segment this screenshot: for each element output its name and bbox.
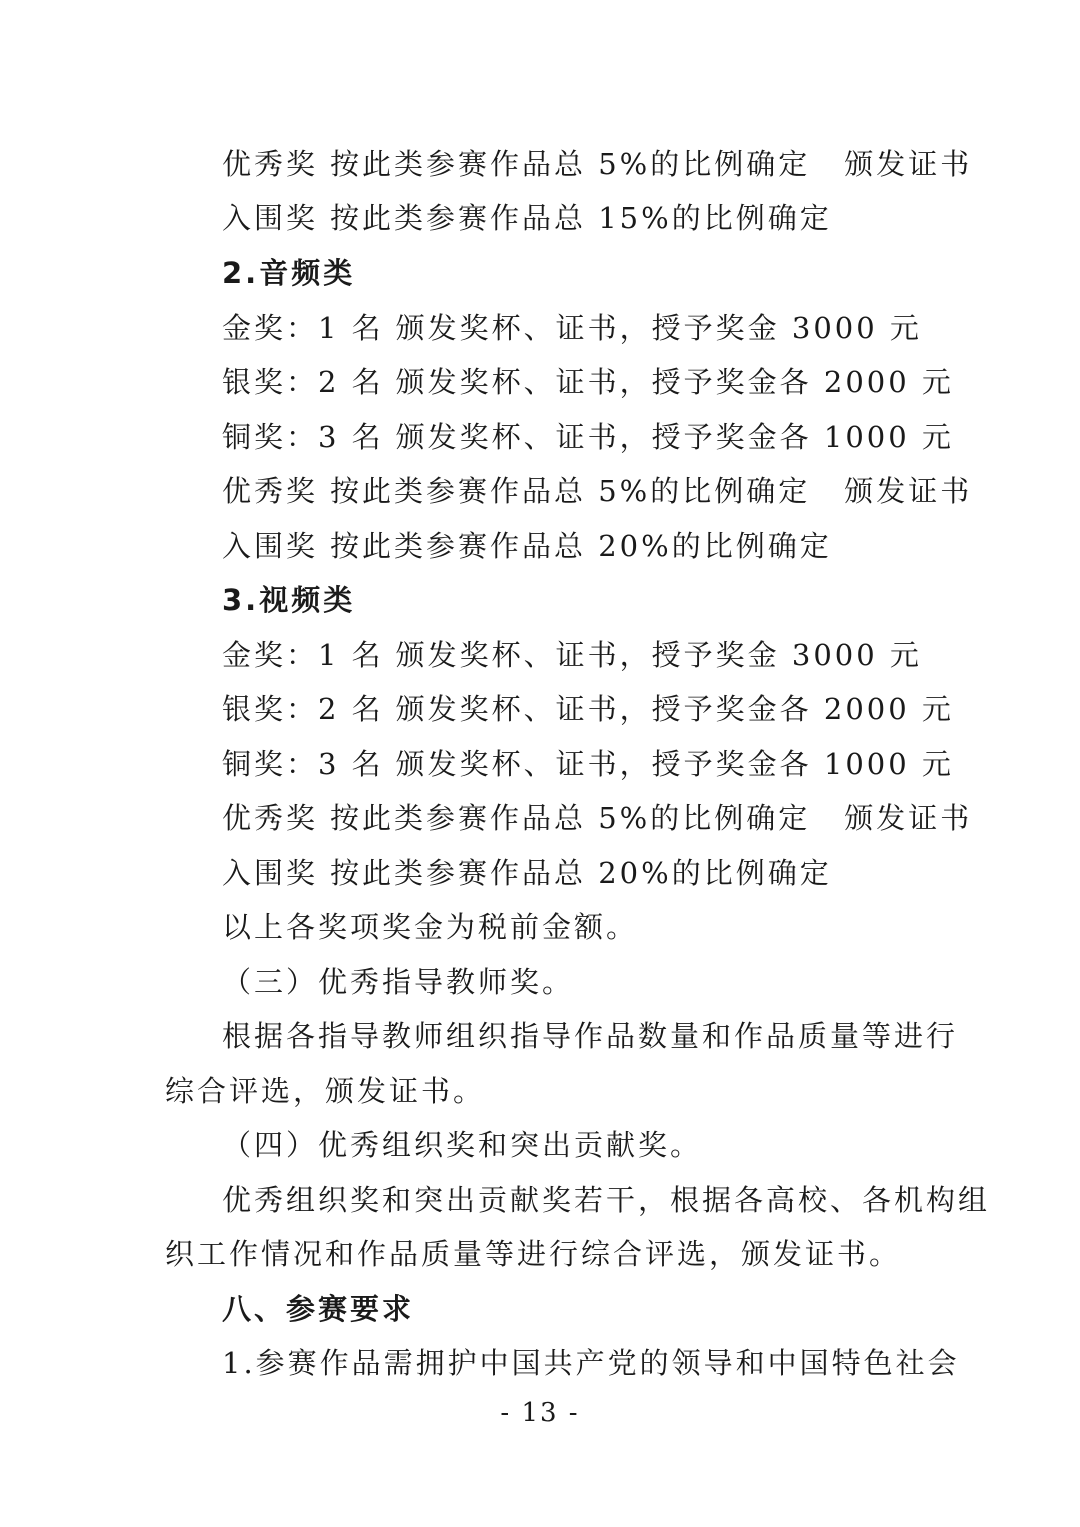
teacher-award-body-line-1: 根据各指导教师组织指导作品数量和作品质量等进行: [222, 1019, 959, 1053]
section-heading-organization-award: （四）优秀组织奖和突出贡献奖。: [222, 1128, 703, 1162]
organization-award-body-line-2: 织工作情况和作品质量等进行综合评选，颁发证书。: [165, 1237, 902, 1271]
award-line-finalist-video: 入围奖 按此类参赛作品总 20%的比例确定: [222, 856, 832, 890]
award-line-gold-audio: 金奖：1 名 颁发奖杯、证书，授予奖金 3000 元: [222, 311, 922, 345]
award-line-finalist-audio: 入围奖 按此类参赛作品总 20%的比例确定: [222, 529, 832, 563]
award-line-bronze-video: 铜奖：3 名 颁发奖杯、证书，授予奖金各 1000 元: [222, 747, 954, 781]
section-heading-video: 3.视频类: [222, 583, 356, 617]
prize-tax-note: 以上各奖项奖金为税前金额。: [222, 910, 639, 944]
teacher-award-body-line-2: 综合评选，颁发证书。: [165, 1074, 486, 1108]
award-line-silver-audio: 银奖：2 名 颁发奖杯、证书，授予奖金各 2000 元: [222, 365, 954, 399]
section-heading-audio: 2.音频类: [222, 256, 356, 290]
award-line-excellent-audio: 优秀奖 按此类参赛作品总 5%的比例确定 颁发证书: [222, 474, 973, 508]
award-line-silver-video: 银奖：2 名 颁发奖杯、证书，授予奖金各 2000 元: [222, 692, 954, 726]
award-line-gold-video: 金奖：1 名 颁发奖杯、证书，授予奖金 3000 元: [222, 638, 922, 672]
award-line-excellent-image: 优秀奖 按此类参赛作品总 5%的比例确定 颁发证书: [222, 147, 973, 181]
organization-award-body-line-1: 优秀组织奖和突出贡献奖若干，根据各高校、各机构组: [222, 1183, 991, 1217]
section-heading-teacher-award: （三）优秀指导教师奖。: [222, 965, 575, 999]
page-number: - 13 -: [500, 1398, 580, 1428]
requirements-item-1: 1.参赛作品需拥护中国共产党的领导和中国特色社会: [222, 1346, 960, 1380]
award-line-finalist-image: 入围奖 按此类参赛作品总 15%的比例确定: [222, 201, 832, 235]
section-heading-requirements: 八、参赛要求: [222, 1292, 415, 1326]
award-line-excellent-video: 优秀奖 按此类参赛作品总 5%的比例确定 颁发证书: [222, 801, 973, 835]
award-line-bronze-audio: 铜奖：3 名 颁发奖杯、证书，授予奖金各 1000 元: [222, 420, 954, 454]
